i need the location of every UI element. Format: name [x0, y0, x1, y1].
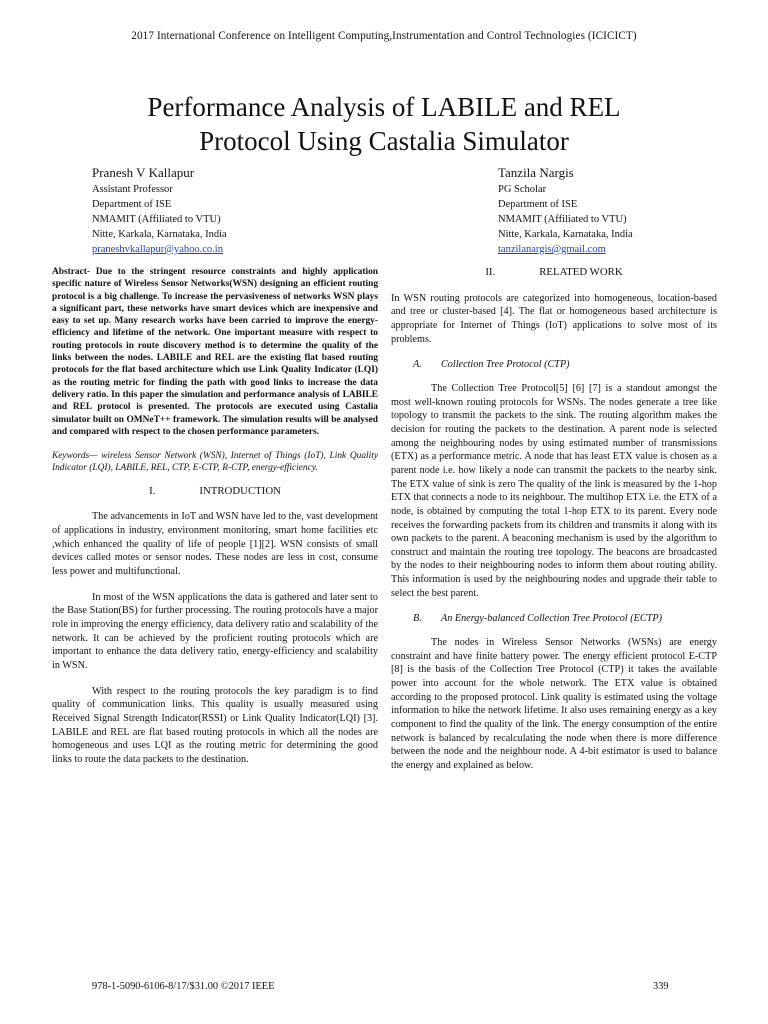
intro-paragraph: The advancements in IoT and WSN have led to the, vast development of applications in industry, environment monitoring, smart home facilities etc ,which enhanced the quality of life of people [1][2]. WSN consists of small devices called motes or sensor nodes. These nodes are less in cost, consume less power and multifunctional.	[52, 511, 378, 578]
author-name: Tanzila Nargis	[498, 165, 574, 180]
subsection-number: B.	[413, 613, 422, 625]
page-number: 339	[653, 981, 669, 992]
author-department: Department of ISE	[92, 199, 172, 210]
footer-copyright: 978-1-5090-6106-8/17/$31.00 ©2017 IEEE	[92, 981, 275, 992]
author-department: Department of ISE	[498, 199, 578, 210]
author-block-2	[498, 165, 633, 257]
section-title: RELATED WORK	[539, 266, 623, 278]
author-name: Pranesh V Kallapur	[92, 165, 195, 180]
related-work-paragraph: In WSN routing protocols are categorized into homogeneous, location-based and tree or cluster-based [4]. The flat or homogeneous based architecture is appropriate for Internet of Things (IoT) applications to solve most of its problems.	[391, 292, 717, 345]
subsection-heading-ctp	[391, 358, 717, 372]
ectp-paragraph: The nodes in Wireless Sensor Networks (WSNs) are energy constraint and have finite battery power. The energy efficient protocol E-CTP [8] is the basis of the Collection Tree Protocol (CTP) it takes the available power into account for the whole network. The ETX value is obtained according to the proposed protocol. Link quality is estimated using the voltage information to hike the network lifetime. It also uses remaining energy as a key component to find the quality of the link. The energy consumption of the entire network is balanced by recalculating the node when there is more difference between the node and the neighbour node. A 4-bit estimator is used to balance the energy and explained as below.	[391, 637, 717, 771]
paper-title	[0, 90, 768, 158]
intro-paragraph: In most of the WSN applications the data is gathered and later sent to the Base Station(BS) for further processing. The routing protocols have a major role in improving the energy efficiency, data delivery ratio and scalability of the network. It can be achieved by the proficient routing protocols which are important to enhance the data delivery ratio, energy-efficiency and scalability in WSN.	[52, 591, 378, 671]
left-column	[52, 266, 378, 779]
subsection-title: Collection Tree Protocol (CTP)	[441, 359, 570, 371]
author-position: Assistant Professor	[92, 184, 173, 195]
section-number: II.	[485, 266, 496, 278]
author-location: Nitte, Karkala, Karnataka, India	[92, 229, 227, 240]
abstract: Abstract- Due to the stringent resource constraints and highly application specific nature of Wireless Sensor Networks(WSN) designing an efficient routing protocol is a big challenge. To increase the pervasiveness of networks WSN plays a significant part, these networks have smart devices which are inexpensive and easy to set up. Many research works have been carried to improve the energy-efficiency and lifetime of the network. One important measure with respect to routing protocols in route discovery method is to determine the quality of the links between the nodes. LABILE and REL are the existing flat based routing protocols for the flat based architecture which use Link Quality Indicator (LQI) as the routing metric for finding the path with good links to increase the data delivery ratio. In this paper the simulation and performance analysis of LABILE and REL protocol is presented. The protocols are executed using Castalia simulator built on OMNeT++ framework. The simulation results will be analysed and compared with respect to the chosen performance parameters.	[52, 267, 378, 437]
section-title: INTRODUCTION	[199, 484, 281, 497]
author-institution: NMAMIT (Affiliated to VTU)	[92, 214, 221, 225]
subsection-title: An Energy-balanced Collection Tree Protocol (ECTP)	[441, 613, 662, 625]
author-location: Nitte, Karkala, Karnataka, India	[498, 229, 633, 240]
keywords: Keywords— wireless Sensor Network (WSN), Internet of Things (IoT), Link Quality Indicator (LQI), LABILE, REL, CTP, E-CTP, R-CTP, energy-efficiency.	[52, 451, 378, 474]
section-heading-related-work	[391, 266, 717, 280]
author-position: PG Scholar	[498, 184, 547, 195]
section-number: I.	[149, 484, 156, 497]
subsection-heading-ectp	[391, 612, 717, 626]
author-email-link[interactable]: praneshvkallapur@yahoo.co.in	[92, 244, 223, 255]
author-institution: NMAMIT (Affiliated to VTU)	[498, 214, 627, 225]
conference-header: 2017 International Conference on Intelligent Computing,Instrumentation and Control Technologies (ICICICT)	[131, 30, 637, 42]
intro-paragraph: With respect to the routing protocols the key paradigm is to find quality of communication links. This quality is usually measured using Received Signal Strength Indicator(RSSI) or Link Quality Indicator(LQI) [3]. LABILE and REL are flat based routing protocols in which all the nodes are homogeneous and uses LQI as the routing metric for determining the good links to route the data packets to the destination.	[52, 685, 378, 765]
right-column	[391, 266, 717, 785]
title-line-2: Protocol Using Castalia Simulator	[199, 126, 569, 156]
subsection-number: A.	[413, 359, 422, 371]
ctp-paragraph: The Collection Tree Protocol[5] [6] [7] is a standout amongst the most well-known routing protocols for WSNs. The nodes generate a tree like topology to transmit the packets to the sink. The routing algorithm makes the decision for routing the packets to the destination. A parent node is selected among the neighbouring nodes by using estimated number of transmissions (ETX) as a performance metric. A node that has least ETX value is chosen as a parent node i.e. how likely a node can transmit the packets to the nearby sink. The ETX value of sink is zero The quality of the link is measured by the 1-hop ETX that connects a node to its neighbour. The multihop ETX i.e. the ETX of a node, is obtained by computing the total 1-hop ETX to its parent. Every node receives the forwarding packets from its children and transmits it along with its own packets to the parent. A beaconing mechanism is used by the algorithm to construct and maintain the routing tree topology. The beacons are broadcasted by the nodes to their neighbouring nodes to inform them about routing ability. This information is used by the neighbouring nodes and upgrade their table to select the best parent.	[391, 382, 717, 599]
title-line-1: Performance Analysis of LABILE and REL	[147, 92, 621, 122]
author-block-1	[92, 165, 227, 257]
section-heading-introduction	[52, 485, 378, 499]
author-email-link[interactable]: tanzilanargis@gmail.com	[498, 244, 606, 255]
